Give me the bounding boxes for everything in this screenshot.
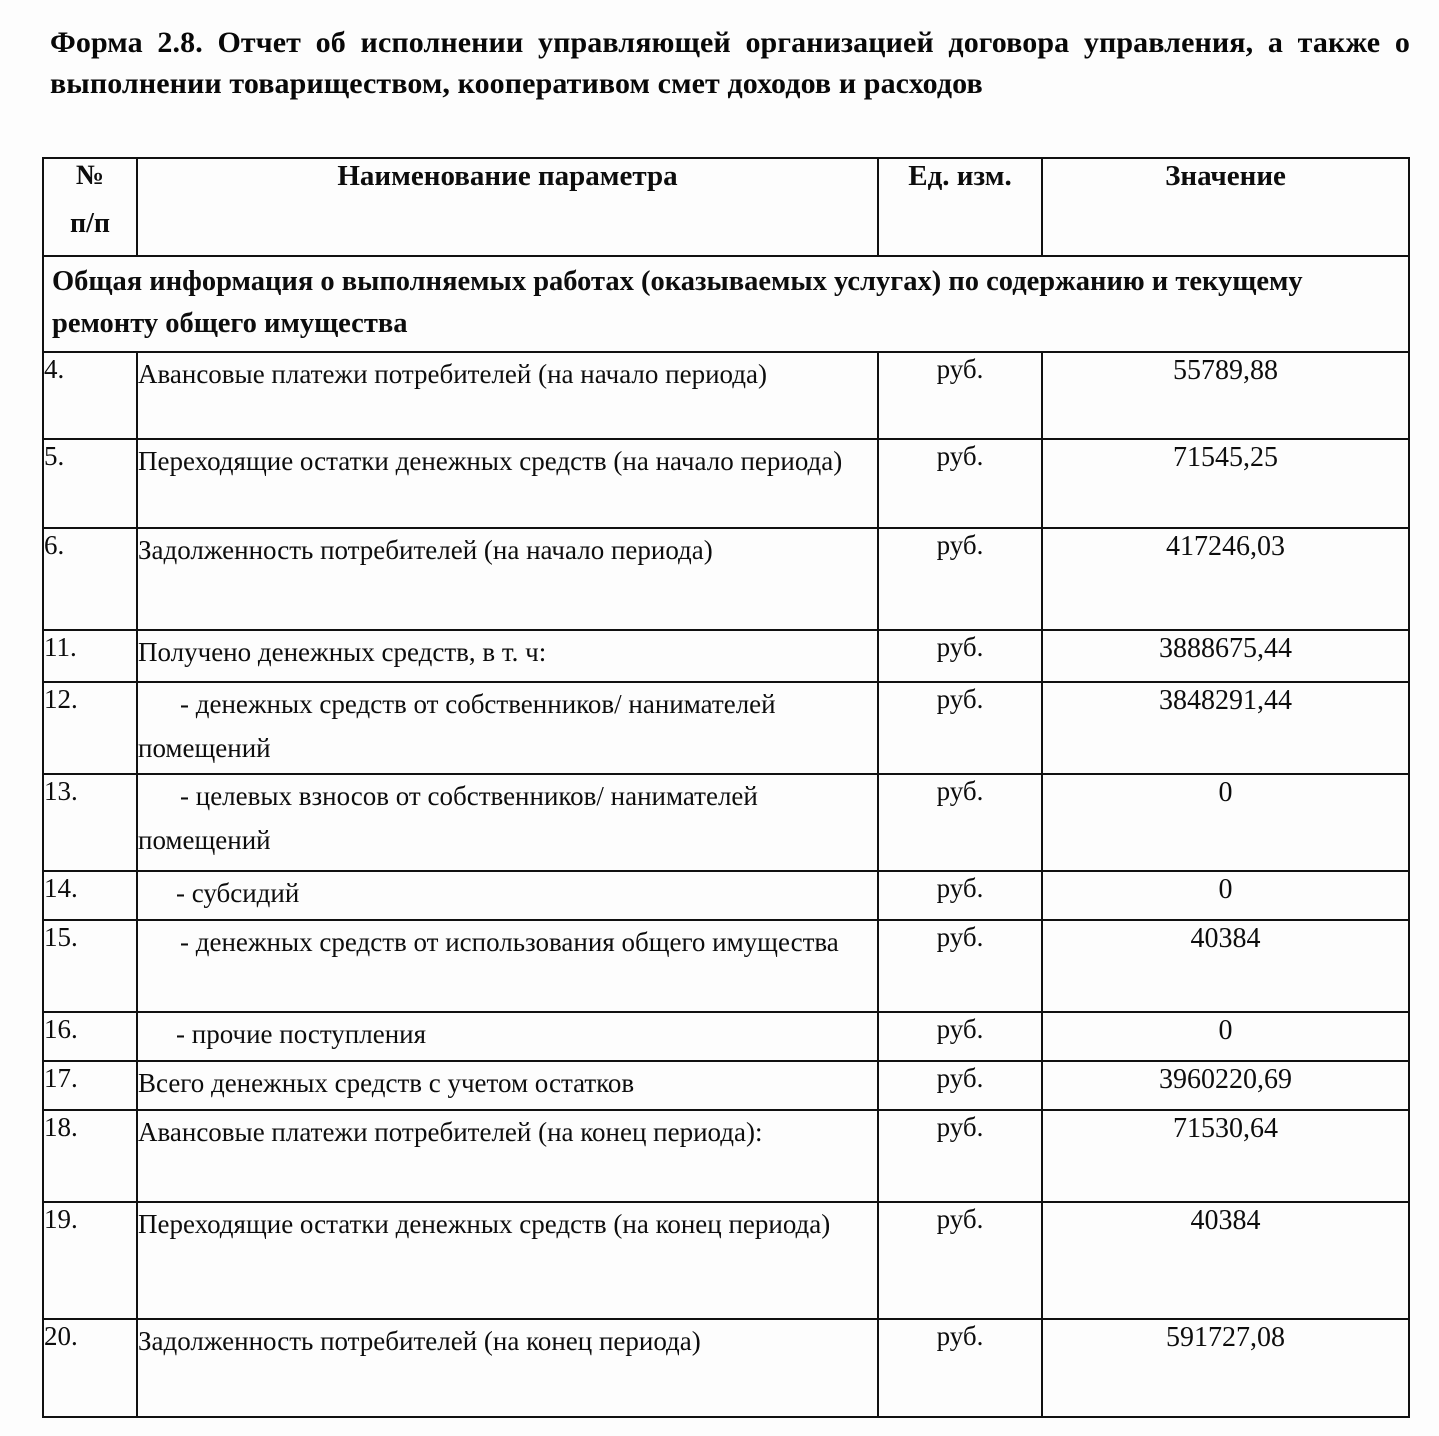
row-value: 40384	[1042, 920, 1409, 1012]
row-number: 14.	[43, 871, 137, 920]
row-name: Авансовые платежи потребителей (на начало периода)	[137, 352, 878, 439]
row-unit: руб.	[878, 352, 1042, 439]
row-name: Получено денежных средств, в т. ч:	[137, 630, 878, 682]
row-name: - прочие поступления	[137, 1012, 878, 1061]
row-unit: руб.	[878, 920, 1042, 1012]
row-name: - целевых взносов от собственников/ нанимателей помещений	[137, 774, 878, 871]
table-row	[43, 439, 1409, 528]
row-name: - денежных средств от использования общего имущества	[137, 920, 878, 1012]
table-row	[43, 920, 1409, 1012]
row-value: 55789,88	[1042, 352, 1409, 439]
row-value: 3888675,44	[1042, 630, 1409, 682]
row-name: - субсидий	[137, 871, 878, 920]
table-row	[43, 774, 1409, 871]
row-name: Всего денежных средств с учетом остатков	[137, 1061, 878, 1110]
row-number: 6.	[43, 528, 137, 630]
row-unit: руб.	[878, 1012, 1042, 1061]
row-number: 20.	[43, 1319, 137, 1417]
row-name: Переходящие остатки денежных средств (на начало периода)	[137, 439, 878, 528]
row-value: 71545,25	[1042, 439, 1409, 528]
section-title: Общая информация о выполняемых работах (оказываемых услугах) по содержанию и текущему ремонту общего имущества	[43, 256, 1409, 352]
row-value: 591727,08	[1042, 1319, 1409, 1417]
row-unit: руб.	[878, 871, 1042, 920]
row-unit: руб.	[878, 528, 1042, 630]
table-row	[43, 682, 1409, 774]
row-unit: руб.	[878, 1061, 1042, 1110]
column-header-unit: Ед. изм.	[878, 158, 1042, 256]
row-value: 0	[1042, 1012, 1409, 1061]
row-number: 19.	[43, 1202, 137, 1319]
column-header-number-line1: №	[75, 160, 105, 191]
row-name: - денежных средств от собственников/ нанимателей помещений	[137, 682, 878, 774]
row-unit: руб.	[878, 1319, 1042, 1417]
row-name: Задолженность потребителей (на начало периода)	[137, 528, 878, 630]
row-number: 15.	[43, 920, 137, 1012]
table-row	[43, 630, 1409, 682]
row-value: 71530,64	[1042, 1110, 1409, 1202]
table-row	[43, 1012, 1409, 1061]
row-value: 417246,03	[1042, 528, 1409, 630]
row-number: 13.	[43, 774, 137, 871]
table-row	[43, 871, 1409, 920]
row-unit: руб.	[878, 682, 1042, 774]
table-row	[43, 1319, 1409, 1417]
row-unit: руб.	[878, 630, 1042, 682]
row-value: 40384	[1042, 1202, 1409, 1319]
column-header-number	[43, 158, 137, 256]
table-row	[43, 1202, 1409, 1319]
table-header-row	[43, 158, 1409, 256]
row-unit: руб.	[878, 439, 1042, 528]
row-number: 18.	[43, 1110, 137, 1202]
row-unit: руб.	[878, 1202, 1042, 1319]
row-number: 5.	[43, 439, 137, 528]
table-row	[43, 352, 1409, 439]
row-name: Переходящие остатки денежных средств (на конец периода)	[137, 1202, 878, 1319]
row-value: 0	[1042, 774, 1409, 871]
table-section-header-row	[43, 256, 1409, 352]
column-header-number-line2: п/п	[69, 208, 111, 240]
page-title: Форма 2.8. Отчет об исполнении управляющей организацией договора управления, а также о выполнении товариществом, кооперативом смет доходов и расходов	[50, 26, 1410, 101]
row-value: 3848291,44	[1042, 682, 1409, 774]
row-unit: руб.	[878, 774, 1042, 871]
table-row	[43, 1061, 1409, 1110]
row-unit: руб.	[878, 1110, 1042, 1202]
column-header-value: Значение	[1042, 158, 1409, 256]
row-name: Задолженность потребителей (на конец периода)	[137, 1319, 878, 1417]
table-row	[43, 528, 1409, 630]
row-value: 0	[1042, 871, 1409, 920]
row-number: 12.	[43, 682, 137, 774]
report-table	[42, 157, 1410, 1418]
row-value: 3960220,69	[1042, 1061, 1409, 1110]
table-row	[43, 1110, 1409, 1202]
column-header-name: Наименование параметра	[137, 158, 878, 256]
row-number: 17.	[43, 1061, 137, 1110]
row-number: 16.	[43, 1012, 137, 1061]
row-name: Авансовые платежи потребителей (на конец периода):	[137, 1110, 878, 1202]
row-number: 11.	[43, 630, 137, 682]
row-number: 4.	[43, 352, 137, 439]
